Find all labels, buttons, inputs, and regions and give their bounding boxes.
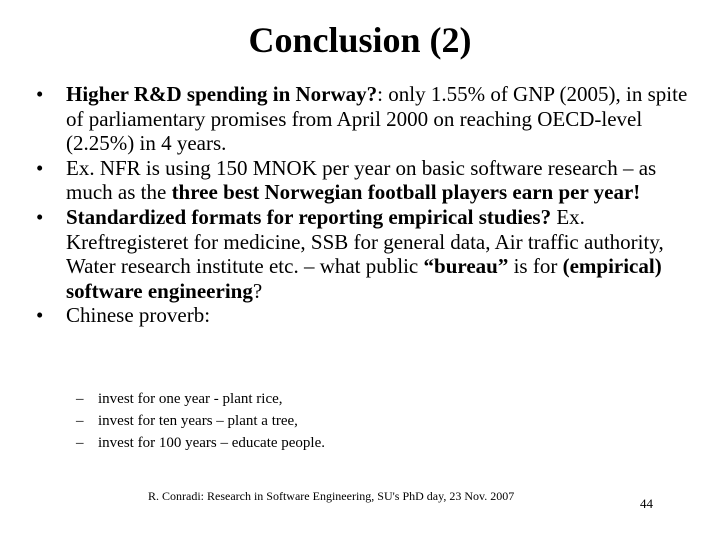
bullet-text: Chinese proverb: bbox=[66, 303, 211, 328]
bullet-bold-text: three best Norwegian football players earn per year! bbox=[171, 180, 641, 205]
sub-bullet-list bbox=[76, 388, 676, 454]
bullet-bold-text: “bureau” bbox=[423, 254, 509, 279]
bullet-text: Ex. NFR is using 150 MNOK per year on basic software research – as much as the bbox=[66, 155, 657, 205]
page-number: 44 bbox=[640, 496, 653, 511]
sub-bullet-dash: – bbox=[76, 391, 84, 407]
bullet-item bbox=[36, 303, 696, 328]
bullet-dot: • bbox=[36, 204, 44, 229]
sub-bullet-item bbox=[76, 410, 676, 432]
bullet-text: ? bbox=[252, 278, 263, 303]
bullet-text: is for bbox=[508, 254, 563, 279]
slide-footer: R. Conradi: Research in Software Engineering, SU's PhD day, 23 Nov. 2007 bbox=[148, 489, 515, 503]
sub-bullet-text: invest for 100 years – educate people. bbox=[98, 435, 325, 451]
bullet-item bbox=[36, 205, 696, 303]
sub-bullet-dash: – bbox=[76, 413, 84, 429]
bullet-item bbox=[36, 82, 696, 156]
sub-bullet-item bbox=[76, 432, 676, 454]
bullet-dot: • bbox=[36, 303, 44, 328]
bullet-bold-text: Standardized formats for reporting empirical studies? bbox=[66, 204, 552, 229]
sub-bullet-text: invest for one year - plant rice, bbox=[98, 391, 283, 407]
slide-title: Conclusion (2) bbox=[248, 20, 472, 60]
bullet-text: : only 1.55% of GNP (2005), in spite of parliamentary promises from April 2000 on reaching OECD-level (2.25%) in 4 years. bbox=[66, 82, 688, 156]
bullet-list bbox=[36, 82, 696, 328]
sub-bullet-item bbox=[76, 388, 676, 410]
bullet-dot: • bbox=[36, 82, 44, 106]
bullet-bold-text: (empirical) software engineering bbox=[66, 254, 662, 303]
bullet-text: Ex. Kreftregisteret for medicine, SSB for general data, Air traffic authority, Water research institute etc. – what public bbox=[66, 204, 664, 279]
bullet-bold-text: Higher R&D spending in Norway? bbox=[66, 82, 378, 106]
sub-bullet-text: invest for ten years – plant a tree, bbox=[98, 413, 298, 429]
bullet-item bbox=[36, 156, 696, 205]
bullet-dot: • bbox=[36, 155, 44, 180]
sub-bullet-dash: – bbox=[76, 435, 84, 451]
